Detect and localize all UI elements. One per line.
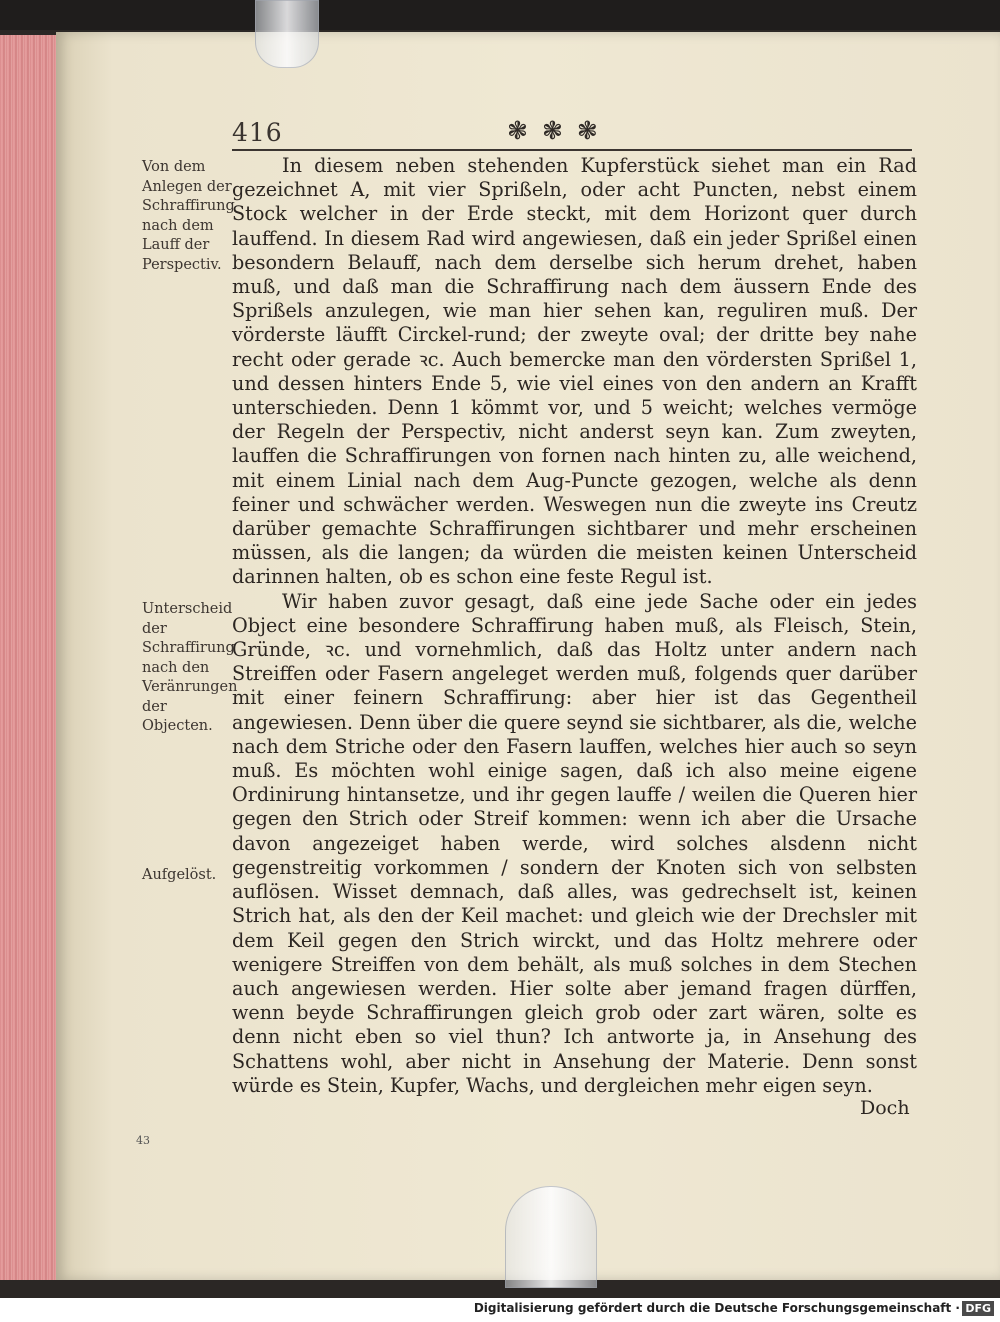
main-text xyxy=(232,154,917,1098)
catchword: Doch xyxy=(860,1097,910,1119)
page-clip-top xyxy=(255,0,319,68)
paragraph-1: In diesem neben stehenden Kupferstück siehet man ein Rad gezeichnet A, mit vier Sprißeln, oder acht Puncten, nebst einem Stock welcher in der Erde steckt, mit dem Horizont quer durch lauffend. In diesem Rad wird angewiesen, daß ein jeder Sprißel einen besondern Belauff, nach dem derselbe sich herum drehet, haben muß, und daß man die Schraffirung nach dem äussern Ende des Sprißels anzulegen, wie man hier sehen kan, reguliren muß. Der vörderste läufft Circkel-rund; der zweyte oval; der dritte bey nahe recht oder gerade ꝛc. Auch bemercke man den vördersten Sprißel 1, und dessen hinters Ende 5, wie viel eines von den andern an Krafft unterschieden. Denn 1 kömmt vor, und 5 weicht; welches vermöge der Regeln der Perspectiv, nicht anderst seyn kan. Zum zweyten, lauffen die Schraffirungen von fornen nach hinten zu, alle weichend, mit einem Linial nach dem Aug-Puncte gezogen, welche als denn feiner und schwächer werden. Weswegen nun die zweyte ins Creutz darüber gemachte Schraffirungen sichtbarer und mehr erscheinen müssen, als die langen; da würden die meisten keinen Unterscheid darinnen halten, ob es schon eine feste Regul ist. xyxy=(232,154,917,589)
footer-bar xyxy=(0,1298,1000,1322)
bottom-mark: 43 xyxy=(136,1134,150,1147)
funding-note: Digitalisierung gefördert durch die Deutsche Forschungsgemeinschaft · xyxy=(473,1301,960,1315)
paragraph-2: Wir haben zuvor gesagt, daß eine jede Sache oder ein jedes Object eine besondere Schraffirung haben muß, als Fleisch, Stein, Gründe, ꝛc. und vornehmlich, daß das Holtz unter andern nach Streiffen oder Fasern angeleget werden muß, folgends quer darüber mit einer feinern Schraffirung: aber hier ist das Gegentheil angewiesen. Denn über die quere seynd sie sichtbarer, als die, welche nach dem Striche oder den Fasern lauffen, welches hier auch so seyn muß. Es möchten wohl einige sagen, daß ich also meine eigene Ordinirung hintansetze, und ihr gegen lauffe / weilen die Queren hier gegen den Strich oder Streif kommen: wenn ich aber die Ursache davon angezeiget haben werde, wird solches alsdenn nicht gegenstreitig vorkommen / sondern der Knoten sich von selbsten auflösen. Wisset demnach, daß alles, was gedrechselt ist, keinen Strich hat, als den der Keil machet: und gleich wie der Drechsler mit dem Keil gegen den Strich wirckt, und das Holtz mehrere oder wenigere Streiffen von dem behält, als muß solches in dem Stechen auch angewiesen werden. Hier solte aber jemand fragen dürffen, wenn beyde Schraffirungen gleich grob oder zart wären, solte es denn nicht eben so viel thun? Ich antworte ja, in Ansehung des Schattens wohl, aber nicht in Ansehung der Materie. Denn sonst würde es Stein, Kupfer, Wachs, und dergleichen mehr eigen seyn. xyxy=(232,589,917,1097)
page-clip-bottom xyxy=(505,1186,597,1288)
page-header xyxy=(232,118,912,148)
page-stack-edge xyxy=(0,35,58,1280)
header-rule xyxy=(232,149,912,151)
margin-note-perspective: Von dem Anlegen der Schraffirung nach dem Lauff der Perspectiv. xyxy=(142,159,235,273)
page-number: 416 xyxy=(232,118,283,147)
margin-note-resolved: Aufgelöst. xyxy=(142,867,217,883)
margin-note-objects: Unterscheid der Schraffirung nach den Veränrungen der Objecten. xyxy=(142,601,238,734)
header-ornaments: ❃❃❃ xyxy=(507,116,612,145)
dfg-logo: DFG xyxy=(962,1301,994,1316)
